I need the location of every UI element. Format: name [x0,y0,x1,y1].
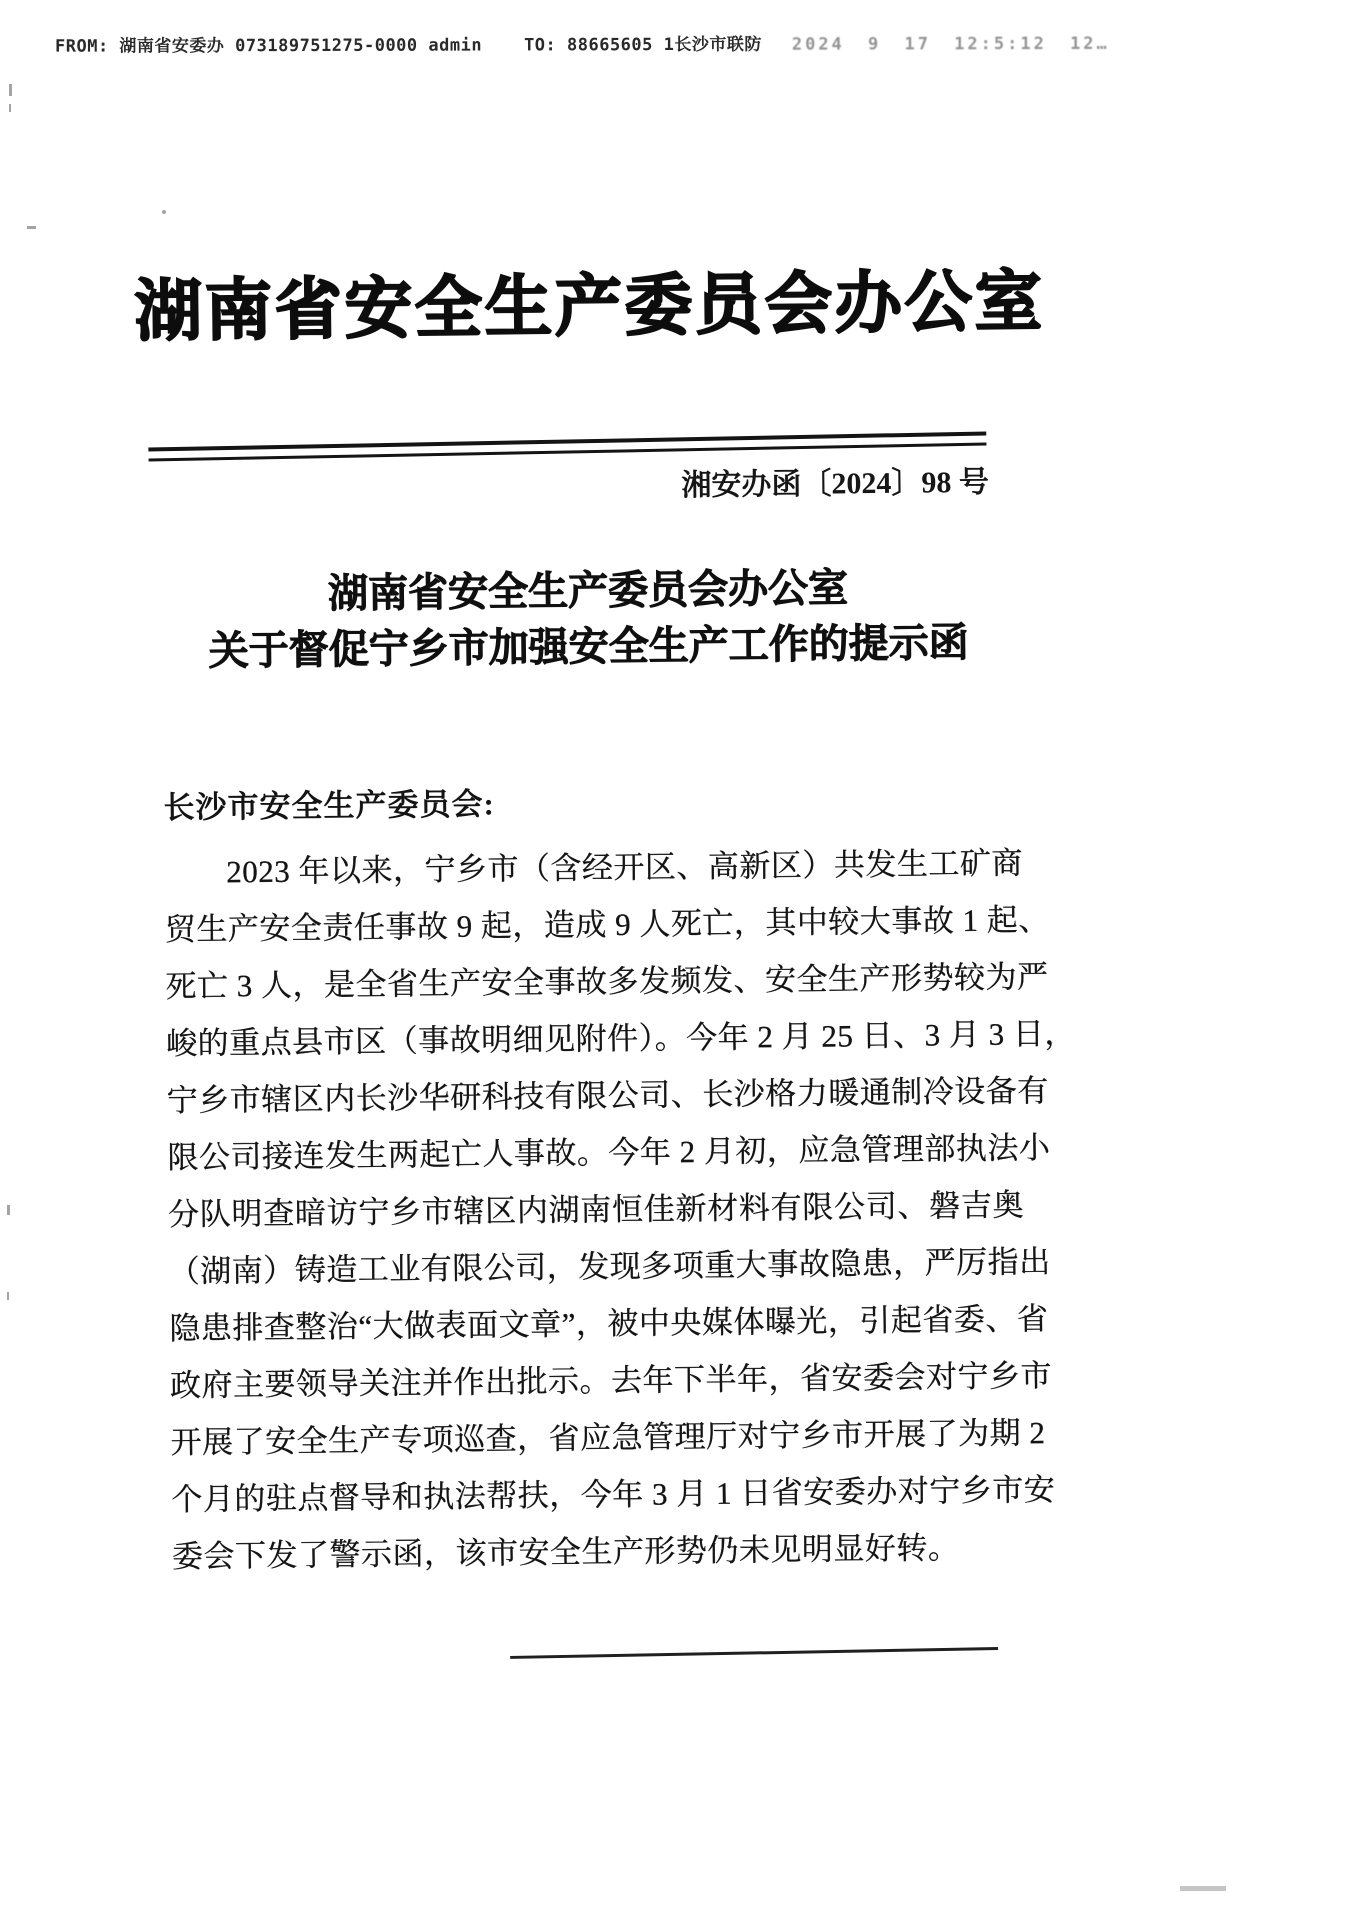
fax-from-label: FROM: 湖南省安委办 073189751275-0000 admin [54,35,483,57]
body-text-line: 峻的重点县市区（事故明细见附件）。今年 2 月 25 日、3 月 3 日， [165,1015,1077,1062]
letterhead-double-rule [148,431,986,461]
salutation: 长沙市安全生产委员会: [163,786,495,826]
letterhead-org-title: 湖南省安全生产委员会办公室 [134,265,1046,350]
body-text-line: 分队明查暗访宁乡市辖区内湖南恒佳新材料有限公司、磐吉奥 [167,1187,1025,1233]
scan-noise [27,226,36,229]
scan-noise [7,1205,10,1215]
scan-noise [7,1292,9,1300]
fax-timestamp: 2024 9 17 12:5:12 12… [791,33,1110,55]
body-text-line: 政府主要领导关注并作出批示。去年下半年，省安委会对宁乡市 [169,1358,1053,1404]
body-text-line: 隐患排查整治“大做表面文章”，被中央媒体曝光，引起省委、省 [169,1301,1049,1347]
document-title-line2: 关于督促宁乡市加强安全生产工作的提示函 [208,619,969,674]
body-text-line: 限公司接连发生两起亡人事故。今年 2 月初，应急管理部执法小 [167,1130,1051,1176]
body-text-line: （湖南）铸造工业有限公司，发现多项重大事故隐患，严厉指出 [168,1244,1051,1290]
document-reference-number: 湘安办函〔2024〕98 号 [681,465,990,503]
body-text-line: 死亡 3 人，是全省生产安全事故多发频发、安全生产形势较为严 [165,959,1049,1005]
body-text-line: 贸生产安全责任事故 9 起，造成 9 人死亡，其中较大事故 1 起、 [164,902,1051,948]
body-text-line: 个月的驻点督导和执法帮扶，今年 3 月 1 日省安委办对宁乡市安 [171,1472,1056,1518]
scan-noise [9,104,11,112]
body-text-line: 委会下发了警示函，该市安全生产形势仍未见明显好转。 [171,1530,960,1575]
body-text-line: 2023 年以来，宁乡市（含经开区、高新区）共发生工矿商 [226,845,1024,890]
scan-noise [162,210,166,214]
body-text-line: 宁乡市辖区内长沙华研科技有限公司、长沙格力暖通制冷设备有 [166,1073,1049,1119]
body-text-line: 开展了安全生产专项巡查，省应急管理厅对宁乡市开展了为期 2 [170,1415,1046,1461]
fax-to-label: TO: 88665605 1长沙市联防 [524,34,762,56]
bottom-separator-line [510,1647,998,1659]
scan-noise [1180,1886,1226,1891]
scan-noise [9,84,12,96]
document-title-line1: 湖南省安全生产委员会办公室 [327,565,849,617]
body-paragraph [164,834,1077,1585]
